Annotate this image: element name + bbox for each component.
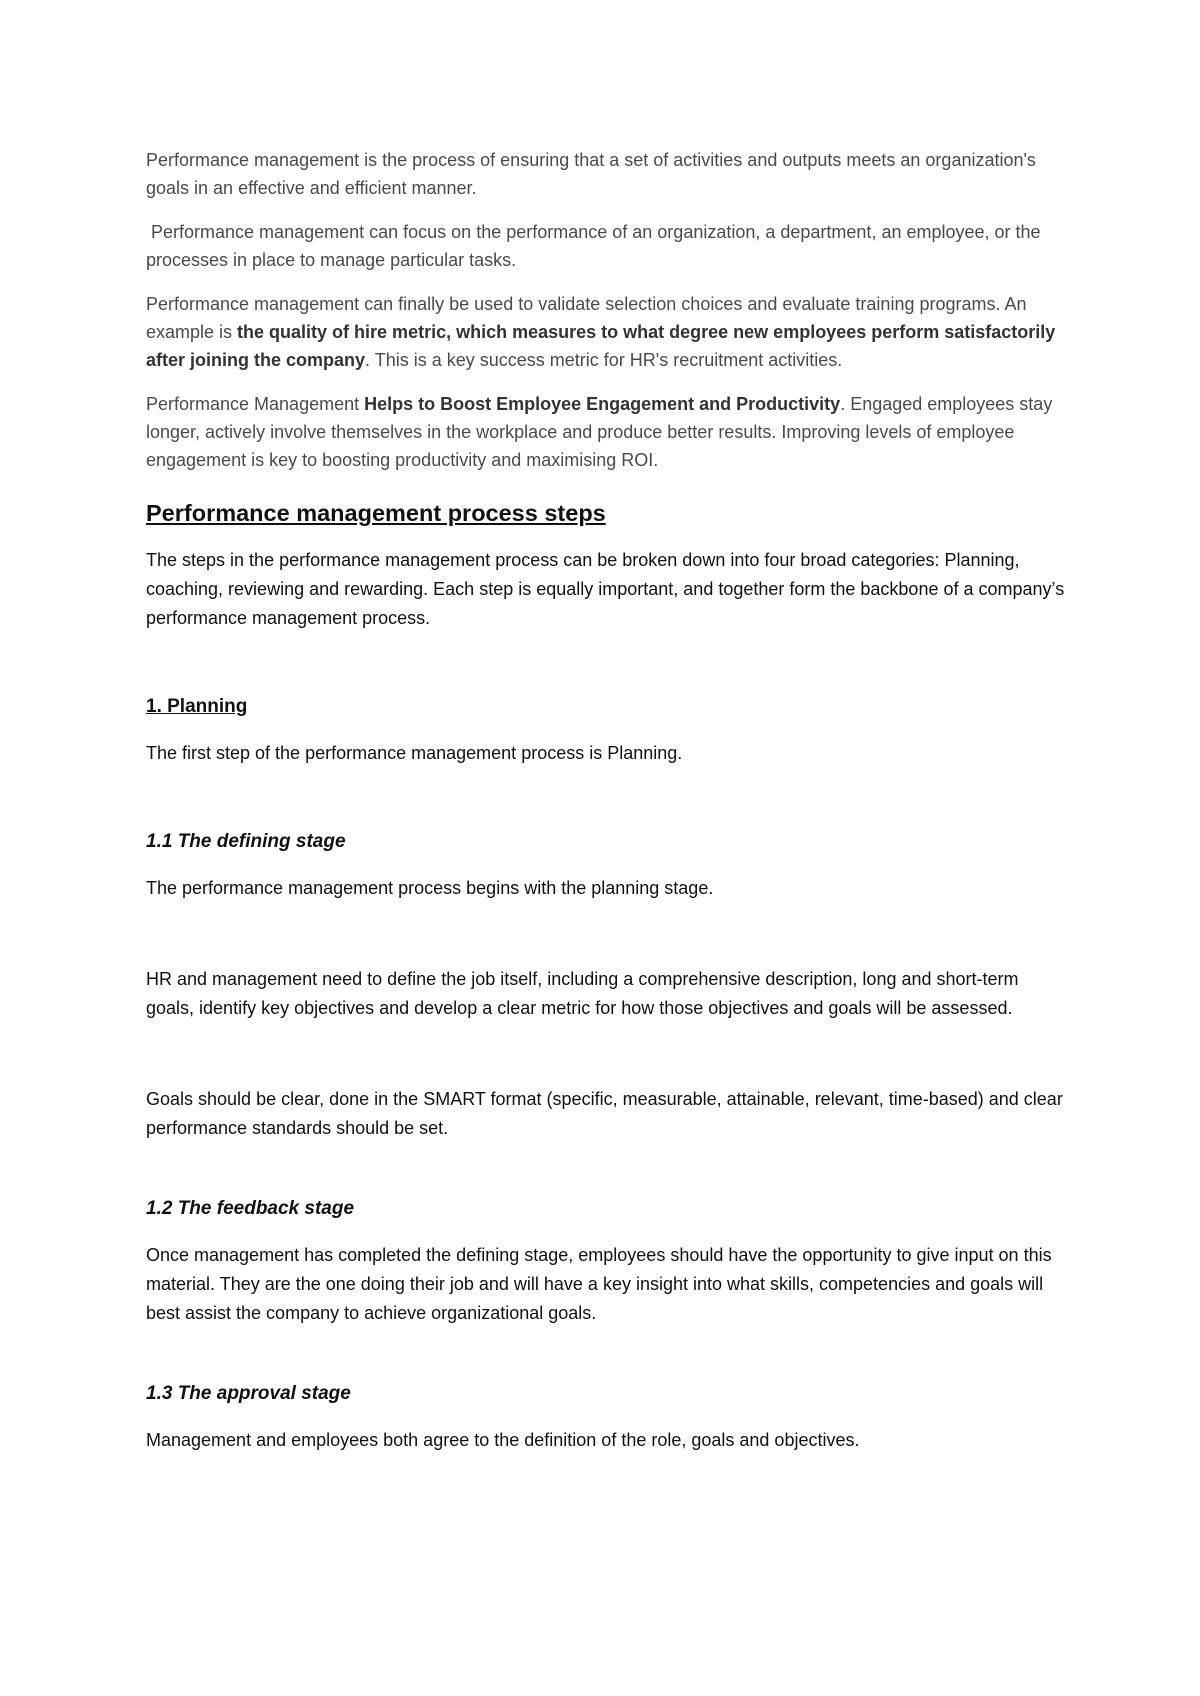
intro-paragraph-4-end: . Engaged employees stay longer, actively involve themselves in the workplace and produce better results. Improving levels of employee engagement is key to boosting productivity and maximising ROI.: [146, 394, 1053, 470]
defining-stage-paragraph-1: The performance management process begins with the planning stage.: [146, 878, 714, 898]
intro-paragraph-3: [146, 290, 1066, 374]
approval-stage-paragraph: Management and employees both agree to the definition of the role, goals and objectives.: [146, 1430, 860, 1450]
intro-paragraph-4-start: Performance Management: [146, 394, 365, 414]
process-steps-intro: The steps in the performance management process can be broken down into four broad categories: Planning, coaching, reviewing and rewarding. Each step is equally important, and together form the backbone of a company’s performance management process.: [146, 550, 1065, 628]
intro-paragraph-1: Performance management is the process of ensuring that a set of activities and outputs meets an organization's goals in an effective and efficient manner.: [146, 150, 1036, 198]
planning-intro: The first step of the performance management process is Planning.: [146, 743, 683, 763]
engagement-highlight: Helps to Boost Employee Engagement and Productivity: [364, 394, 841, 414]
intro-paragraph-3-end: . This is a key success metric for HR's recruitment activities.: [365, 350, 843, 370]
feedback-stage-paragraph: Once management has completed the defining stage, employees should have the opportunity to give input on this material. They are the one doing their job and will have a key insight into what skills, competencies and goals will best assist the company to achieve organizational goals.: [146, 1245, 1052, 1323]
defining-stage-paragraph-3: Goals should be clear, done in the SMART format (specific, measurable, attainable, relevant, time-based) and clear performance standards should be set.: [146, 1089, 1063, 1138]
intro-paragraph-3-start: Performance management can finally be used to validate selection choices and evaluate training programs. An example is: [146, 294, 1027, 342]
intro-paragraph-4: [146, 390, 1066, 474]
feedback-stage-heading: 1.2 The feedback stage: [146, 1198, 355, 1219]
process-steps-heading: Performance management process steps: [146, 500, 606, 526]
defining-stage-heading: 1.1 The defining stage: [146, 831, 346, 852]
quality-of-hire-highlight: the quality of hire metric, which measures to what degree new employees perform satisfactorily after joining the company: [146, 322, 1056, 370]
approval-stage-heading: 1.3 The approval stage: [146, 1383, 351, 1404]
intro-paragraph-2: Performance management can focus on the performance of an organization, a department, an employee, or the processes in place to manage particular tasks.: [146, 222, 1046, 270]
defining-stage-paragraph-2: HR and management need to define the job itself, including a comprehensive description, long and short-term goals, identify key objectives and develop a clear metric for how those objectives and goals will be assessed.: [146, 969, 1019, 1018]
document-page: [146, 146, 1066, 1455]
planning-heading: 1. Planning: [146, 696, 248, 717]
